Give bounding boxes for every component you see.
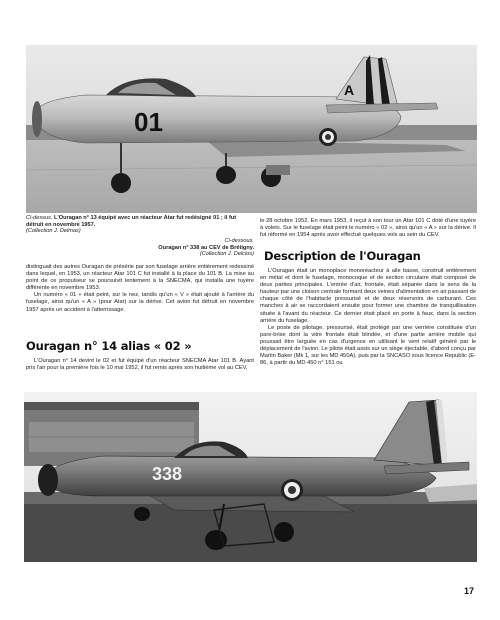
left-column-lower xyxy=(26,358,254,372)
caption-intro: Ci-dessus. xyxy=(26,215,53,221)
paragraph: L'Ouragan était un monoplace monoréacteur à aile basse, construit entièrement en métal et dont le fuselage, monocoque et de section circulaire était composé de deux parties principales. L'entrée d'air, frontale, était séparée dans le sens de la hauteur par une cloison centrale formant deux veines d'alimentation en air passant de chaque côté de l'habitacle pressurisé et de deux réservoirs de carburant. Ces manches à air se raccordaient ensuite pour former une chambre de tranquillisation située à l'avant du réacteur. Ce dernier était placé en porte à faux, dans la section arrière du fuselage. xyxy=(260,268,476,324)
photo-ouragan-338 xyxy=(24,392,477,562)
caption-text: Ouragan n° 338 au CEV de Brétigny. xyxy=(158,244,254,251)
nose-number: 01 xyxy=(134,107,163,137)
caption-top-photo xyxy=(26,215,254,235)
paragraph: Un numéro « 01 » était peint, sur le nez, tandis qu'un « V » était ajouté à l'arrière du fuselage, ainsi qu'un « A » (pour Atar) sur la dérive. Cet avion fut détruit en novembre 1957 après un accident à l'atterrissage. xyxy=(26,292,254,313)
caption-credit: (Collection J. Delclos) xyxy=(199,251,254,258)
photo-ouragan-01 xyxy=(26,45,477,213)
caption-intro: Ci-dessous. xyxy=(224,238,254,244)
tail-letter: A xyxy=(344,82,355,98)
nose-number: 338 xyxy=(152,464,183,484)
caption-bottom-photo xyxy=(110,238,254,258)
caption-text: L'Ouragan n° 13 équipé avec un réacteur Atar fut redésigné 01 ; il fut détruit en novembre 1957. xyxy=(26,215,237,228)
page-number: 17 xyxy=(464,586,475,596)
paragraph: distinguait des autres Ouragan de présérie par son fuselage arrière entièrement redessiné dans lequel, en 1953, un réacteur Atar 101 C fut installé à la place du 101 B. La mise au point de ce propulseur se poursuivit lentement à la SNECMA, qui installa une tuyère différente en novembre 1953. xyxy=(26,264,254,292)
right-column xyxy=(260,218,476,239)
section-heading: Description de l'Ouragan xyxy=(264,249,421,263)
left-column xyxy=(26,264,254,314)
caption-credit: (Collection J. Delmas) xyxy=(26,228,81,235)
section-heading: Ouragan n° 14 alias « 02 » xyxy=(26,339,192,353)
paragraph: Le poste de pilotage, pressurisé, était protégé par une verrière constituée d'un pare-brise dont la vitre frontale était blindée, et d'une partie arrière mobile qui poussait être larguée en cas d'urgence en utilisant le vent relatif généré par le déplacement de l'avion. Le pilote était assis sur un siège éjectable, d'abord conçu par Martin Baker (Mk 1, sur les MD 450A), puis par la SNCASO sous licence Republic (E-86, à partir du MD 450 n° 151 ou xyxy=(260,324,476,367)
right-column-lower xyxy=(260,268,476,367)
paragraph: L'Ouragan n° 14 devint le 02 et fut équipé d'un réacteur SNECMA Atar 101 B. Ayant pris l'air pour la première fois le 10 mai 1952, il fut remis après son huitième vol au CEV, xyxy=(26,358,254,372)
paragraph: le 28 octobre 1952. En mars 1953, il reçut à son tour un Atar 101 C doté d'une tuyère à volets. Sur le fuselage était peint le numéro « 02 », ainsi qu'un « A » sur la dérive. Il fut réformé en 1954 après avoir effectué quelques vols au sein du CEV. xyxy=(260,218,476,239)
